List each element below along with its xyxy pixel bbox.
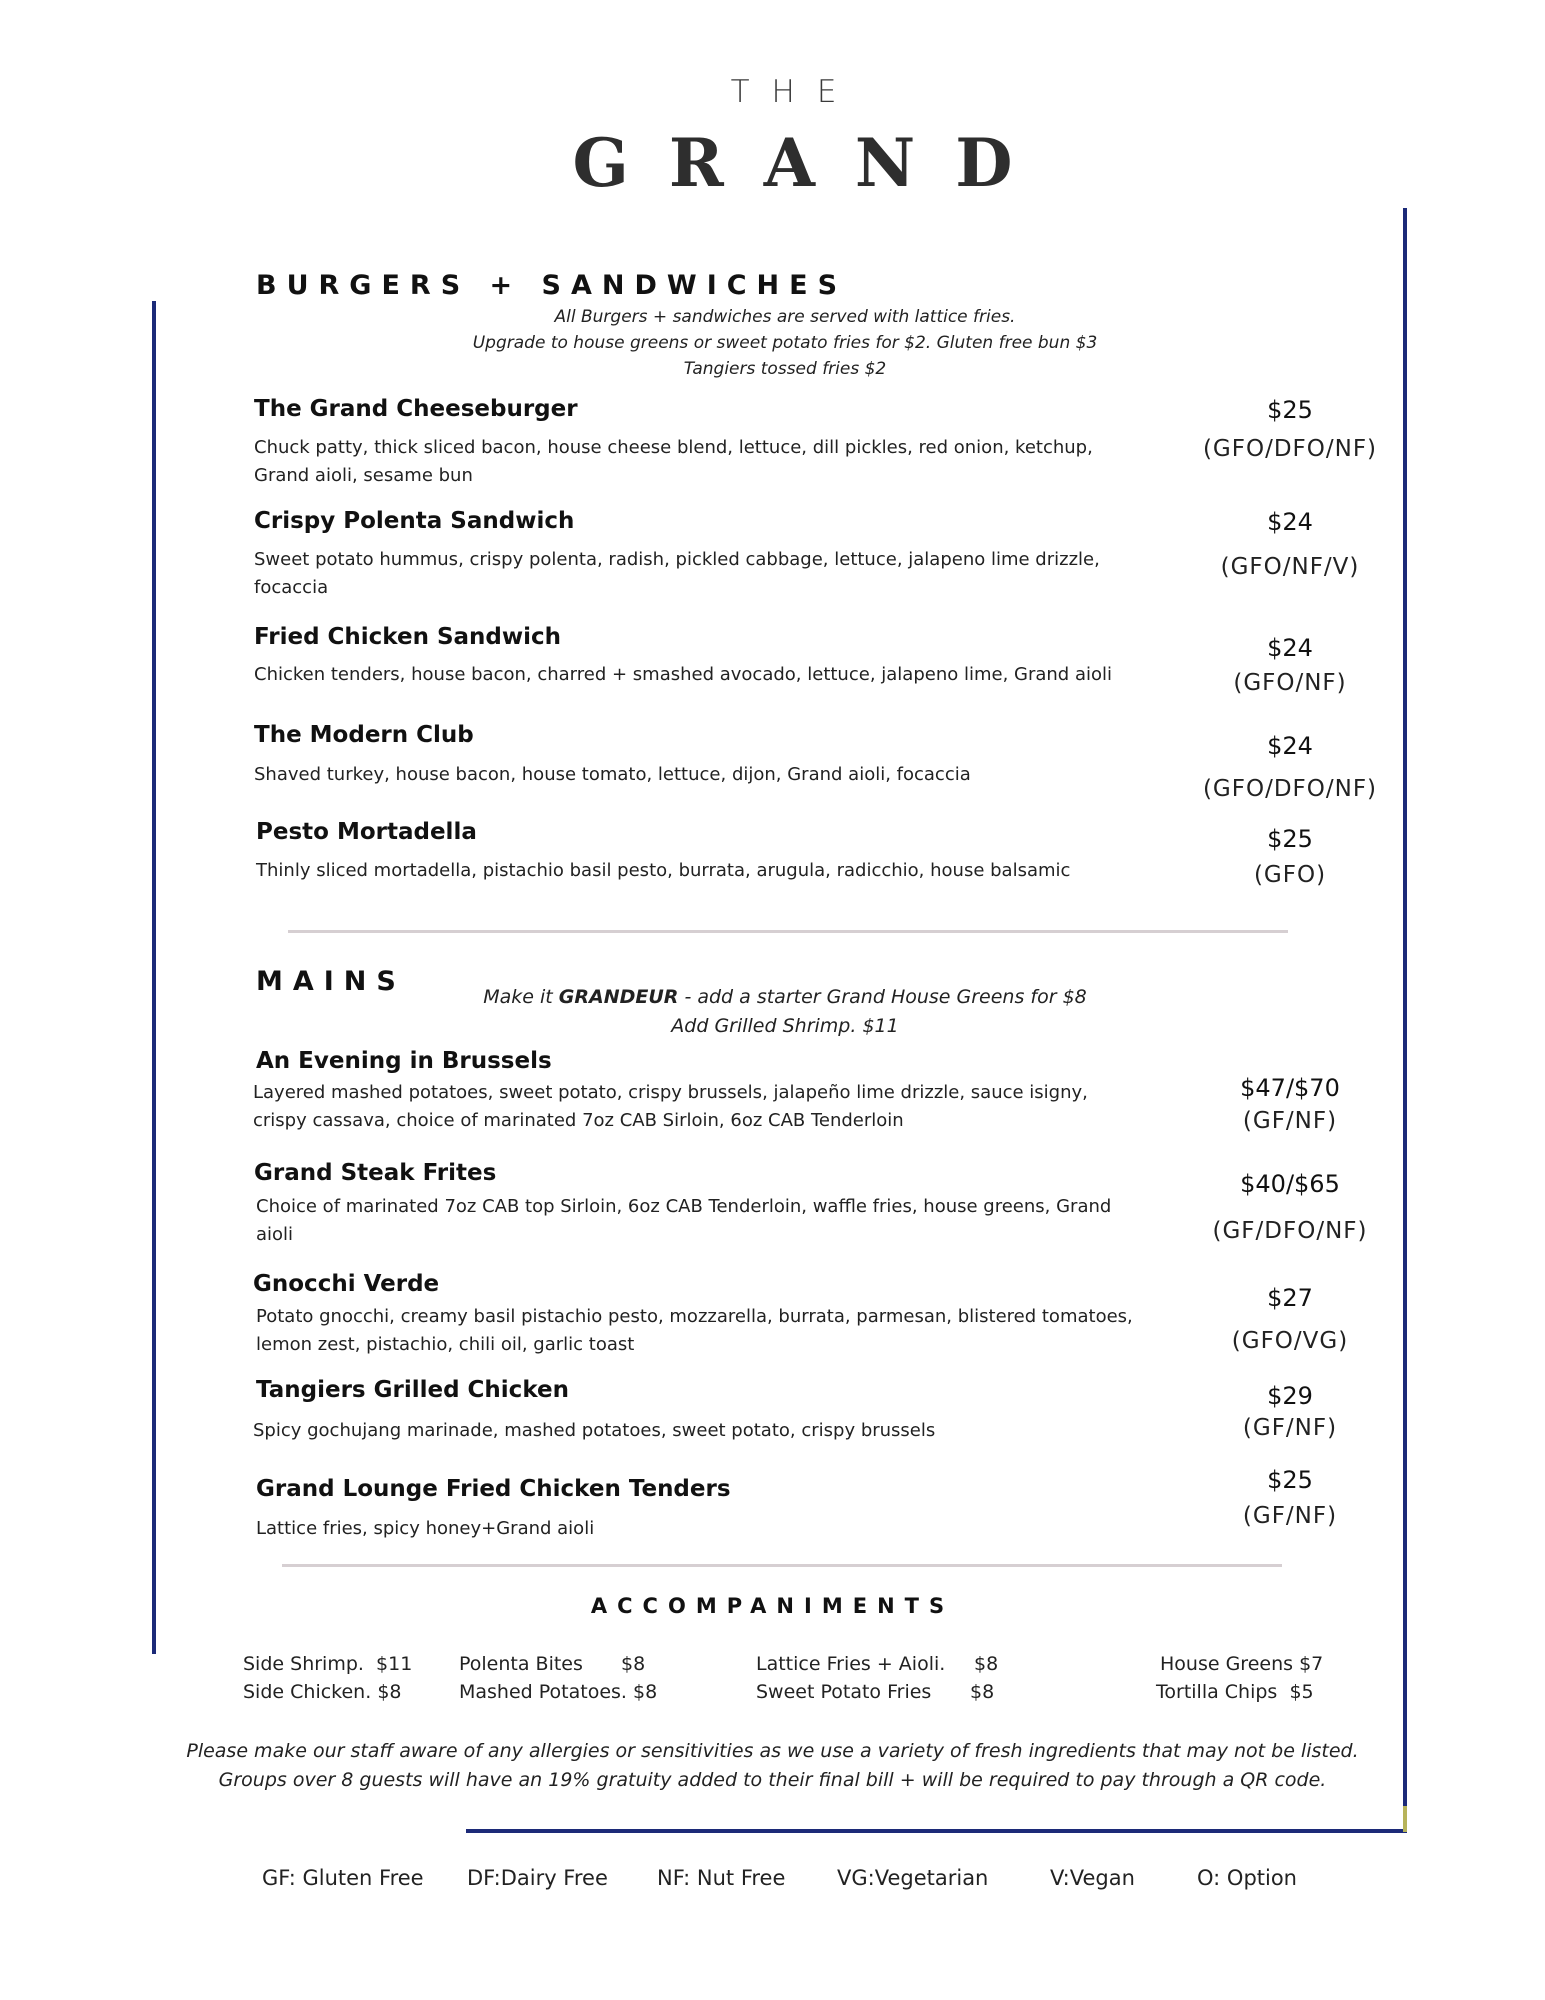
item-price: $40/$65 <box>1240 1170 1340 1198</box>
accompaniment-name: Side Chicken. <box>243 1681 372 1703</box>
item-price: $27 <box>1267 1284 1313 1312</box>
accompaniment-item <box>243 1653 412 1675</box>
logo-the: THE <box>730 74 859 110</box>
item-name: Grand Lounge Fried Chicken Tenders <box>256 1476 731 1502</box>
item-description: Shaved turkey, house bacon, house tomato, lettuce, dijon, Grand aioli, focaccia <box>254 764 971 785</box>
legend-v: V:Vegan <box>1050 1866 1135 1890</box>
dietary-tags: (GF/NF) <box>1242 1108 1338 1134</box>
corner-accent <box>1403 1806 1407 1832</box>
accompaniment-price: $8 <box>974 1653 999 1675</box>
legend-o: O: Option <box>1197 1866 1297 1890</box>
item-description: Chuck patty, thick sliced bacon, house cheese blend, lettuce, dill pickles, red onion, ketchup, Grand aioli, sesame bun <box>254 437 1093 486</box>
allergy-note: Please make our staff aware of any allergies or sensitivities as we use a variety of fresh ingredients that may not be listed. <box>186 1740 1359 1762</box>
section-divider <box>288 930 1288 933</box>
item-name: Crispy Polenta Sandwich <box>254 508 575 534</box>
left-border-line <box>152 301 156 1654</box>
accompaniment-name: Lattice Fries + Aioli. <box>756 1653 946 1675</box>
item-description: Spicy gochujang marinade, mashed potatoes, sweet potato, crispy brussels <box>253 1420 936 1441</box>
burgers-note-3: Tangiers tossed fries $2 <box>683 359 887 379</box>
mains-note-grandeur: GRANDEUR <box>558 986 679 1008</box>
dietary-tags: (GF/NF) <box>1242 1415 1338 1441</box>
dietary-tags: (GF/NF) <box>1242 1503 1338 1529</box>
item-price: $24 <box>1267 732 1313 760</box>
legend-nf: NF: Nut Free <box>657 1866 786 1890</box>
dietary-tags: (GFO/VG) <box>1231 1328 1349 1354</box>
item-price: $25 <box>1267 1466 1313 1494</box>
item-price: $47/$70 <box>1240 1074 1340 1102</box>
legend-vg: VG:Vegetarian <box>837 1866 989 1890</box>
item-name: An Evening in Brussels <box>256 1048 552 1074</box>
item-price: $24 <box>1267 508 1313 536</box>
mains-note-1 <box>380 986 1190 1008</box>
section-divider <box>282 1564 1282 1567</box>
accompaniment-price: $8 <box>621 1653 646 1675</box>
accompaniment-name: Polenta Bites <box>459 1653 583 1675</box>
item-price: $24 <box>1267 634 1313 662</box>
item-price: $25 <box>1267 396 1313 424</box>
accompaniment-item <box>459 1653 646 1675</box>
accompaniment-item <box>243 1681 402 1703</box>
bottom-border-line <box>466 1829 1407 1833</box>
accompaniment-item <box>756 1681 995 1703</box>
legend-df: DF:Dairy Free <box>467 1866 608 1890</box>
item-name: Tangiers Grilled Chicken <box>256 1377 569 1403</box>
item-description: Choice of marinated 7oz CAB top Sirloin, 6oz CAB Tenderloin, waffle fries, house greens, Grand aioli <box>256 1196 1112 1245</box>
dietary-tags: (GFO/DFO/NF) <box>1202 776 1378 802</box>
item-price: $25 <box>1267 825 1313 853</box>
mains-note-suffix: - add a starter Grand House Greens for $8 <box>678 986 1087 1008</box>
accompaniment-price: $8 <box>633 1681 658 1703</box>
item-price: $29 <box>1267 1382 1313 1410</box>
accompaniment-name: House Greens <box>1160 1653 1294 1675</box>
dietary-tags: (GF/DFO/NF) <box>1212 1218 1368 1244</box>
item-name: Grand Steak Frites <box>254 1160 497 1186</box>
accompaniment-price: $5 <box>1289 1681 1314 1703</box>
accompaniment-item <box>459 1681 657 1703</box>
accompaniment-price: $7 <box>1299 1653 1324 1675</box>
item-description: Layered mashed potatoes, sweet potato, crispy brussels, jalapeño lime drizzle, sauce isigny, crispy cassava, choice of marinated 7oz CAB Sirloin, 6oz CAB Tenderloin <box>253 1082 1088 1131</box>
accompaniment-name: Sweet Potato Fries <box>756 1681 932 1703</box>
item-name: Fried Chicken Sandwich <box>254 624 562 650</box>
item-name: The Grand Cheeseburger <box>254 396 578 422</box>
section-title-accompaniments: ACCOMPANIMENTS <box>590 1594 955 1618</box>
accompaniment-name: Tortilla Chips <box>1156 1681 1278 1703</box>
item-description: Potato gnocchi, creamy basil pistachio pesto, mozzarella, burrata, parmesan, blistered tomatoes, lemon zest, pistachio, chili oil, garlic toast <box>256 1306 1133 1355</box>
logo-grand: GRAND <box>572 124 1053 202</box>
item-description: Thinly sliced mortadella, pistachio basil pesto, burrata, arugula, radicchio, house balsamic <box>256 860 1071 881</box>
dietary-tags: (GFO/NF) <box>1233 670 1347 696</box>
burgers-note-2: Upgrade to house greens or sweet potato fries for $2. Gluten free bun $3 <box>472 333 1098 353</box>
burgers-note-1: All Burgers + sandwiches are served with lattice fries. <box>554 307 1016 327</box>
item-description: Lattice fries, spicy honey+Grand aioli <box>256 1518 595 1539</box>
item-description: Chicken tenders, house bacon, charred + smashed avocado, lettuce, jalapeno lime, Grand aioli <box>254 664 1112 685</box>
accompaniment-price: $8 <box>377 1681 402 1703</box>
accompaniment-price: $11 <box>376 1653 413 1675</box>
dietary-tags: (GFO) <box>1253 862 1327 888</box>
item-name: The Modern Club <box>254 722 474 748</box>
section-title-mains: MAINS <box>256 966 406 997</box>
dietary-tags: (GFO/NF/V) <box>1220 554 1360 580</box>
section-title-burgers: BURGERS + SANDWICHES <box>256 270 848 301</box>
dietary-tags: (GFO/DFO/NF) <box>1202 436 1378 462</box>
item-name: Gnocchi Verde <box>253 1271 440 1297</box>
accompaniment-item <box>756 1653 999 1675</box>
gratuity-note: Groups over 8 guests will have an 19% gratuity added to their final bill + will be required to pay through a QR code. <box>218 1769 1327 1791</box>
accompaniment-name: Side Shrimp. <box>243 1653 364 1675</box>
mains-note-prefix: Make it <box>483 986 553 1008</box>
item-name: Pesto Mortadella <box>256 819 477 845</box>
item-description: Sweet potato hummus, crispy polenta, radish, pickled cabbage, lettuce, jalapeno lime drizzle, focaccia <box>254 549 1100 598</box>
mains-note-2: Add Grilled Shrimp. $11 <box>671 1015 899 1037</box>
accompaniment-price: $8 <box>970 1681 995 1703</box>
accompaniment-name: Mashed Potatoes. <box>459 1681 627 1703</box>
accompaniment-item <box>1160 1653 1323 1675</box>
accompaniment-item <box>1156 1681 1314 1703</box>
legend-gf: GF: Gluten Free <box>262 1866 424 1890</box>
